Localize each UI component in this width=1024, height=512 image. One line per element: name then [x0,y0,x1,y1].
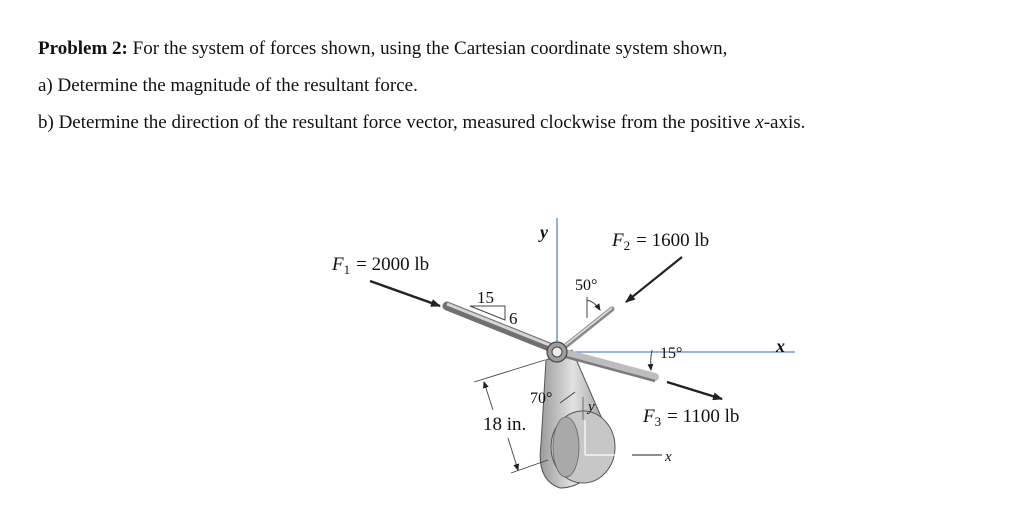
problem-intro: For the system of forces shown, using the Cartesian coordinate system shown, [132,38,728,59]
part-b-post: -axis. [763,112,806,133]
angle-f3-label: 15° [660,345,683,362]
angle-f2-arc [587,300,600,310]
dim-ext-top [474,360,545,382]
inner-y-label: y [588,399,595,415]
f1-value: = 2000 lb [356,254,430,275]
slope-run-label: 15 [477,288,494,307]
f3-subscript: 3 [654,414,662,429]
f1-arrow [370,281,440,306]
part-b-pre: b) Determine the direction of the resultant force vector, measured clockwise from the positive [38,112,756,133]
left-arm-highlight [447,304,557,348]
inner-x-label: x [665,449,672,465]
part-b-axis: x [755,112,764,133]
slope-rise-label: 6 [509,309,518,328]
f2-value: = 1600 lb [636,230,710,251]
hub-inner [552,347,562,357]
f2-arrow [626,257,682,302]
f3-label [642,406,739,429]
f2-label [611,230,709,253]
upper-right-arm-highlight [558,308,612,351]
left-arm [447,306,557,350]
f3-symbol: F [643,406,655,427]
f1-symbol: F [332,254,344,275]
angle-f3-arc [651,350,652,370]
angle-f2-label: 50° [575,277,598,294]
f3-value: = 1100 lb [667,406,740,427]
dim-line-bottom [508,438,518,470]
y-axis-label: y [540,222,548,242]
f2-subscript: 2 [623,238,631,253]
part-a: a) Determine the magnitude of the resultant force. [38,75,418,96]
f2-symbol: F [612,230,624,251]
f1-subscript: 1 [343,262,351,277]
angle-body-label: 70° [530,390,553,407]
lower-disc-face [553,417,579,477]
x-axis-label: x [776,336,785,356]
length-label: 18 in. [483,414,527,435]
dim-line-top [484,382,493,410]
f1-label [331,254,429,277]
problem-title: Problem 2: [38,38,128,59]
f3-arrow [667,382,722,399]
